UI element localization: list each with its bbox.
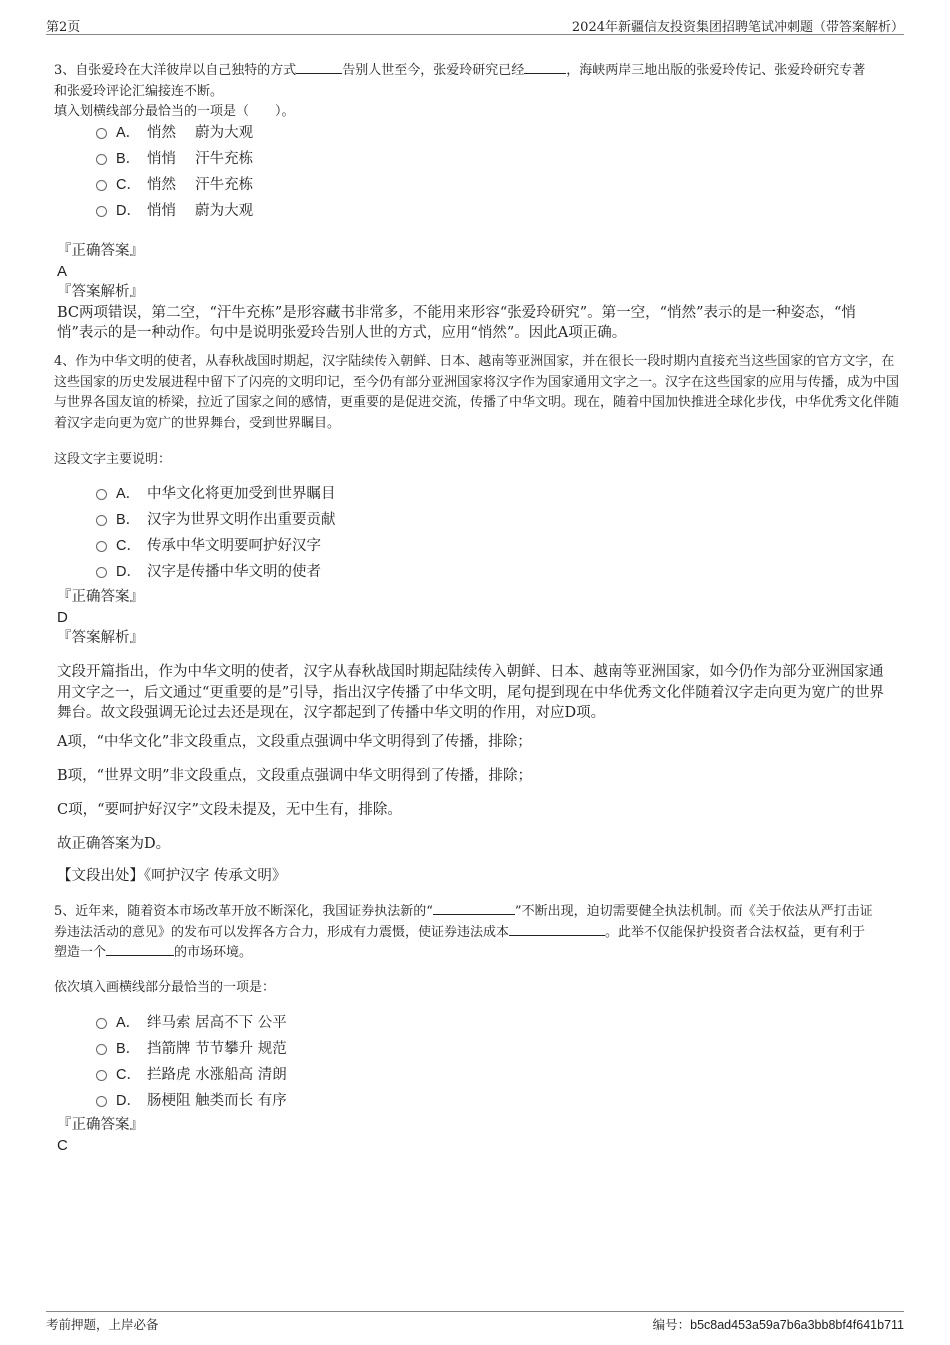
analysis-option-a: A项，“中华文化”非文段重点，文段重点强调中华文明得到了传播，排除； [57,734,532,750]
radio-icon[interactable] [96,128,107,139]
option-b[interactable]: B． 挡箭牌 节节攀升 规范 [96,1034,287,1060]
radio-icon[interactable] [96,1018,107,1029]
analysis-option-c: C项，“要呵护好汉字”文段未提及，无中生有，排除。 [57,802,402,818]
option-c[interactable]: C． 悄然 汗牛充栋 [96,170,253,196]
question-5-text: 5、近年来，随着资本市场改革开放不断深化，我国证券执法新的“ ”不断出现，迫切需要健全执法机制。而《关于依法从严打击证 券违法活动的意见》的发布可以发挥各方合力，形成有力震慑，使证券违法成本 。此举不仅能保护投资者合法权益，更有利于 塑造一个 的市场环境。 [54,904,873,960]
option-a[interactable]: A． 悄然 蔚为大观 [96,118,253,144]
radio-icon[interactable] [96,541,107,552]
option-d[interactable]: D． 汉字是传播中华文明的使者 [96,557,336,583]
correct-answer: C [57,1136,68,1154]
question-5-prompt: 依次填入画横线部分最恰当的一项是： [54,980,276,995]
question-3-answer-block [57,241,887,344]
option-c[interactable]: C． 传承中华文明要呵护好汉字 [96,531,336,557]
correct-answer-label: 『正确答案』 [57,243,144,259]
option-a[interactable]: A． 绊马索 居高不下 公平 [96,1008,287,1034]
source-citation: 【文段出处】《呵护汉字 传承文明》 [57,868,287,884]
analysis-option-b: B项，“世界文明”非文段重点，文段重点强调中华文明得到了传播，排除； [57,768,532,784]
option-b[interactable]: B． 悄悄 汗牛充栋 [96,144,253,170]
analysis-label: 『答案解析』 [57,284,144,300]
page-number: 第2页 [46,20,81,35]
radio-icon[interactable] [96,567,107,578]
question-4-answer-block [57,587,887,649]
correct-answer: D [57,608,68,626]
question-5-options [96,1008,287,1112]
analysis-label: 『答案解析』 [57,630,144,646]
question-5-answer-block [57,1115,887,1156]
correct-answer: A [57,262,68,280]
option-b[interactable]: B． 汉字为世界文明作出重要贡献 [96,505,336,531]
question-3-options [96,118,253,222]
analysis-text: BC两项错误，第二空，“汗牛充栋”是形容藏书非常多，不能用来形容“张爱玲研究”。第一空，“悄然”表示的是一种姿态，“悄悄”表示的是一种动作。句中是说明张爱玲告别人世的方式，应用“悄然”。因此A项正确。 [57,304,856,341]
option-c[interactable]: C． 拦路虎 水涨船高 清朗 [96,1060,287,1086]
question-4-text: 4、作为中华文明的使者，从春秋战国时期起，汉字陆续传入朝鲜、日本、越南等亚洲国家，并在很长一段时期内直接充当这些国家的官方文字，在这些国家的历史发展进程中留下了闪亮的文明印记，至今仍有部分亚洲国家将汉字作为国家通用文字之一。汉字在这些国家的应用与传播，成为中国与世界各国友谊的桥梁，拉近了国家之间的感情，更重要的是促进交流，传播了中华文明。现在，随着中国加快推进全球化步伐，中华优秀文化伴随着汉字走向更为宽广的世界舞台，受到世界瞩目。 [54,354,900,431]
document-code: 编号：b5c8ad453a59a7b6a3bb8bf4f641b711 [652,1317,904,1332]
analysis-conclusion: 故正确答案为D。 [57,836,171,852]
option-a[interactable]: A． 中华文化将更加受到世界瞩目 [96,479,336,505]
radio-icon[interactable] [96,515,107,526]
question-3-text: 3、自张爱玲在大洋彼岸以自己独特的方式 告别人世至今，张爱玲研究已经 ，海峡两岸三地出版的张爱玲传记、张爱玲研究专著 和张爱玲评论汇编接连不断。 填入划横线部分最恰当的一项是（ ）。 [54,61,900,123]
radio-icon[interactable] [96,154,107,165]
footer-slogan: 考前押题，上岸必备 [46,1317,159,1332]
radio-icon[interactable] [96,489,107,500]
radio-icon[interactable] [96,180,107,191]
question-4-options [96,479,336,583]
radio-icon[interactable] [96,1044,107,1055]
option-d[interactable]: D． 悄悄 蔚为大观 [96,196,253,222]
question-3-prompt: 填入划横线部分最恰当的一项是（ ）。 [54,104,295,119]
document-title: 2024年新疆信友投资集团招聘笔试冲刺题（带答案解析） [571,20,904,35]
correct-answer-label: 『正确答案』 [57,1117,144,1133]
radio-icon[interactable] [96,1096,107,1107]
correct-answer-label: 『正确答案』 [57,589,144,605]
radio-icon[interactable] [96,206,107,217]
option-d[interactable]: D． 肠梗阻 触类而长 有序 [96,1086,287,1112]
page-header [46,14,904,35]
analysis-text: 文段开篇指出，作为中华文明的使者，汉字从春秋战国时期起陆续传入朝鲜、日本、越南等亚洲国家，如今仍作为部分亚洲国家通用文字之一，后文通过“更重要的是”引导，指出汉字传播了中华文明，尾句提到现在中华优秀文化伴随着汉字走向更为宽广的世界舞台。故文段强调无论过去还是现在，汉字都起到了传播中华文明的作用，对应D项。 [57,664,884,721]
radio-icon[interactable] [96,1070,107,1081]
page-footer [46,1311,904,1336]
question-4-prompt: 这段文字主要说明： [54,452,172,467]
